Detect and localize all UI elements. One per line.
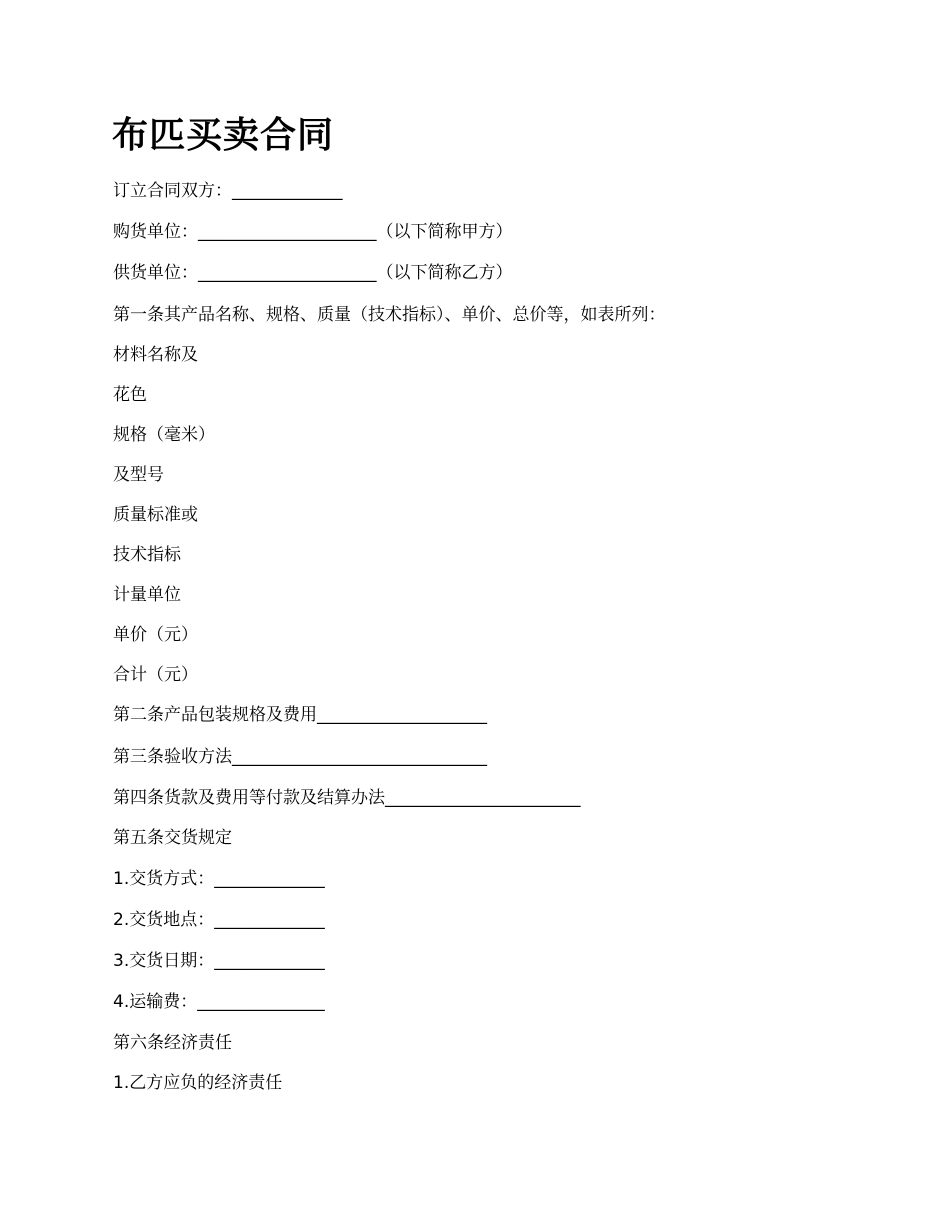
table-header-total: 合计（元） [113, 665, 198, 685]
article-1-line: 第一条其产品名称、规格、质量（技术指标）、单价、总价等，如表所列： [113, 305, 666, 325]
transport-fee-line: 4.运输费：_______________ [113, 992, 325, 1012]
table-header-technical-index: 技术指标 [113, 545, 181, 565]
supplier-line: 供货单位：_____________________（以下简称乙方） [113, 263, 513, 283]
table-header-spec: 规格（毫米） [113, 425, 215, 445]
table-header-material-name: 材料名称及 [113, 345, 198, 365]
table-header-model: 及型号 [113, 465, 164, 485]
delivery-date-line: 3.交货日期：_____________ [113, 951, 325, 971]
article-3-line: 第三条验收方法______________________________ [113, 747, 487, 767]
table-header-unit-price: 单价（元） [113, 625, 198, 645]
article-5-line: 第五条交货规定 [113, 828, 232, 848]
article-4-line: 第四条货款及费用等付款及结算办法_______________________ [113, 788, 581, 808]
contracting-parties-line: 订立合同双方：_____________ [113, 181, 343, 201]
table-header-color: 花色 [113, 385, 147, 405]
party-b-liability-line: 1.乙方应负的经济责任 [113, 1073, 283, 1093]
delivery-location-line: 2.交货地点：_____________ [113, 910, 325, 930]
table-header-quality-standard: 质量标准或 [113, 505, 198, 525]
delivery-method-line: 1.交货方式：_____________ [113, 869, 325, 889]
buyer-line: 购货单位：_____________________（以下简称甲方） [113, 222, 513, 242]
table-header-unit: 计量单位 [113, 585, 181, 605]
article-2-line: 第二条产品包装规格及费用____________________ [113, 705, 487, 725]
document-title: 布匹买卖合同 [112, 115, 335, 156]
article-6-line: 第六条经济责任 [113, 1033, 232, 1053]
